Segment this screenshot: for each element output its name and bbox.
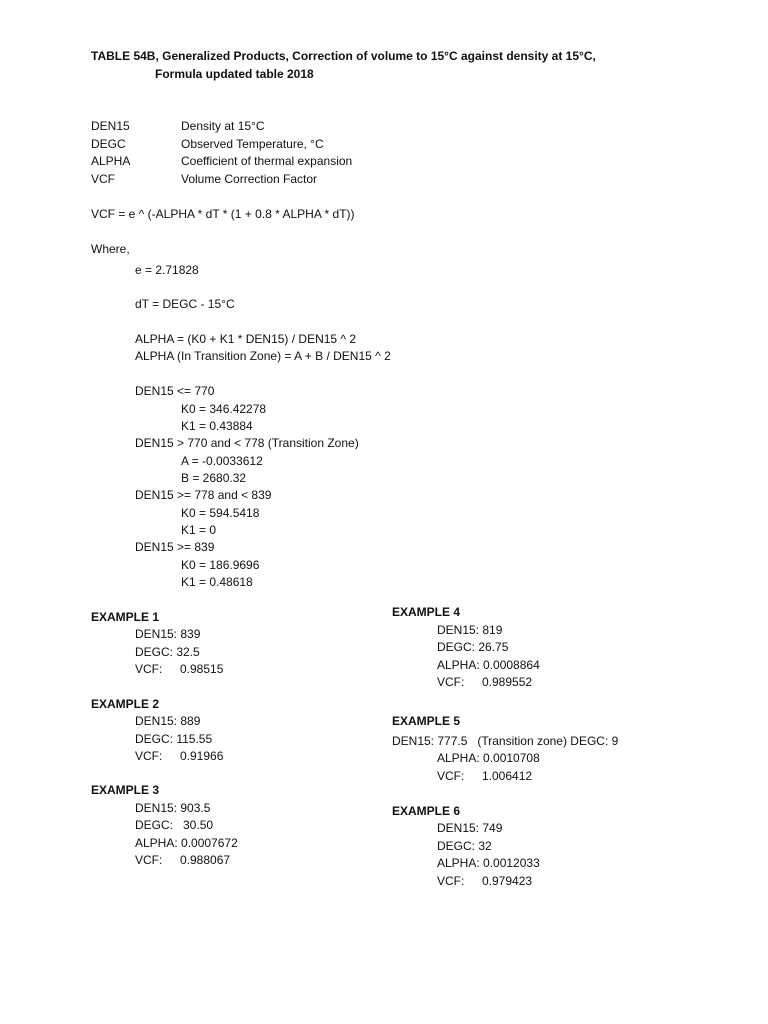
def-term-alpha: ALPHA bbox=[91, 154, 131, 168]
example-4-degc: DEGC: 26.75 bbox=[437, 640, 509, 654]
def-desc-den15: Density at 15°C bbox=[181, 119, 265, 133]
range-1-param-1: K0 = 346.42278 bbox=[181, 402, 267, 416]
def-desc-alpha: Coefficient of thermal expansion bbox=[181, 154, 353, 168]
example-6-title: EXAMPLE 6 bbox=[392, 804, 461, 818]
range-4-param-1: K0 = 186.9696 bbox=[181, 558, 260, 572]
example-3-den15: DEN15: 903.5 bbox=[135, 801, 211, 815]
where-label: Where, bbox=[91, 242, 130, 256]
example-6-den15: DEN15: 749 bbox=[437, 821, 503, 835]
title-line-2: Formula updated table 2018 bbox=[155, 67, 314, 81]
title-line-1: TABLE 54B, Generalized Products, Correction of volume to 15°C against density at 15°C, bbox=[91, 49, 596, 63]
example-2-degc: DEGC: 115.55 bbox=[135, 732, 213, 746]
example-4-vcf-value: 0.989552 bbox=[482, 675, 533, 689]
example-3-degc: DEGC: 30.50 bbox=[135, 818, 214, 832]
range-4-param-2: K1 = 0.48618 bbox=[181, 575, 253, 589]
range-1-param-2: K1 = 0.43884 bbox=[181, 419, 253, 433]
example-4-vcf-label: VCF: bbox=[437, 675, 465, 689]
example-6-degc: DEGC: 32 bbox=[437, 839, 492, 853]
where-alpha-transition: ALPHA (In Transition Zone) = A + B / DEN15 ^ 2 bbox=[135, 349, 391, 363]
def-term-den15: DEN15 bbox=[91, 119, 130, 133]
range-2-param-1: A = -0.0033612 bbox=[181, 454, 263, 468]
range-3-param-2: K1 = 0 bbox=[181, 523, 217, 537]
example-2-title: EXAMPLE 2 bbox=[91, 697, 160, 711]
range-2-condition: DEN15 > 770 and < 778 (Transition Zone) bbox=[135, 436, 359, 450]
example-4-title: EXAMPLE 4 bbox=[392, 605, 461, 619]
example-6-alpha: ALPHA: 0.0012033 bbox=[437, 856, 540, 870]
example-2-den15: DEN15: 889 bbox=[135, 714, 201, 728]
example-3-title: EXAMPLE 3 bbox=[91, 783, 160, 797]
example-2-vcf-label: VCF: bbox=[135, 749, 163, 763]
def-term-vcf: VCF bbox=[91, 172, 115, 186]
example-2-vcf-row bbox=[135, 748, 223, 764]
example-5-vcf-value: 1.006412 bbox=[482, 769, 533, 783]
example-3-alpha: ALPHA: 0.0007672 bbox=[135, 836, 238, 850]
def-term-degc: DEGC bbox=[91, 137, 126, 151]
example-4-vcf-row bbox=[437, 674, 532, 690]
example-3-vcf-label: VCF: bbox=[135, 853, 163, 867]
example-5-vcf-label: VCF: bbox=[437, 769, 465, 783]
example-5-alpha: ALPHA: 0.0010708 bbox=[437, 751, 540, 765]
range-3-condition: DEN15 >= 778 and < 839 bbox=[135, 488, 272, 502]
example-5-den15-degc: DEN15: 777.5 (Transition zone) DEGC: 9 bbox=[392, 734, 619, 748]
where-e: e = 2.71828 bbox=[135, 263, 199, 277]
example-3-vcf-value: 0.988067 bbox=[180, 853, 231, 867]
example-1-den15: DEN15: 839 bbox=[135, 627, 201, 641]
example-5-title: EXAMPLE 5 bbox=[392, 714, 461, 728]
where-dt: dT = DEGC - 15°C bbox=[135, 297, 235, 311]
example-1-title: EXAMPLE 1 bbox=[91, 610, 160, 624]
example-6-vcf-row bbox=[437, 873, 532, 889]
example-1-degc: DEGC: 32.5 bbox=[135, 645, 200, 659]
range-4-condition: DEN15 >= 839 bbox=[135, 540, 215, 554]
range-2-param-2: B = 2680.32 bbox=[181, 471, 247, 485]
vcf-formula: VCF = e ^ (-ALPHA * dT * (1 + 0.8 * ALPHA * dT)) bbox=[91, 207, 355, 221]
example-4-den15: DEN15: 819 bbox=[437, 623, 503, 637]
example-1-vcf-label: VCF: bbox=[135, 662, 163, 676]
example-6-vcf-value: 0.979423 bbox=[482, 874, 533, 888]
example-4-alpha: ALPHA: 0.0008864 bbox=[437, 658, 540, 672]
def-desc-vcf: Volume Correction Factor bbox=[181, 172, 318, 186]
example-1-vcf-row bbox=[135, 661, 223, 677]
example-6-vcf-label: VCF: bbox=[437, 874, 465, 888]
example-3-vcf-row bbox=[135, 852, 230, 868]
example-5-vcf-row bbox=[437, 768, 532, 784]
example-2-vcf-value: 0.91966 bbox=[180, 749, 224, 763]
range-3-param-1: K0 = 594.5418 bbox=[181, 506, 260, 520]
def-desc-degc: Observed Temperature, °C bbox=[181, 137, 324, 151]
range-1-condition: DEN15 <= 770 bbox=[135, 384, 215, 398]
where-alpha: ALPHA = (K0 + K1 * DEN15) / DEN15 ^ 2 bbox=[135, 332, 357, 346]
example-1-vcf-value: 0.98515 bbox=[180, 662, 224, 676]
